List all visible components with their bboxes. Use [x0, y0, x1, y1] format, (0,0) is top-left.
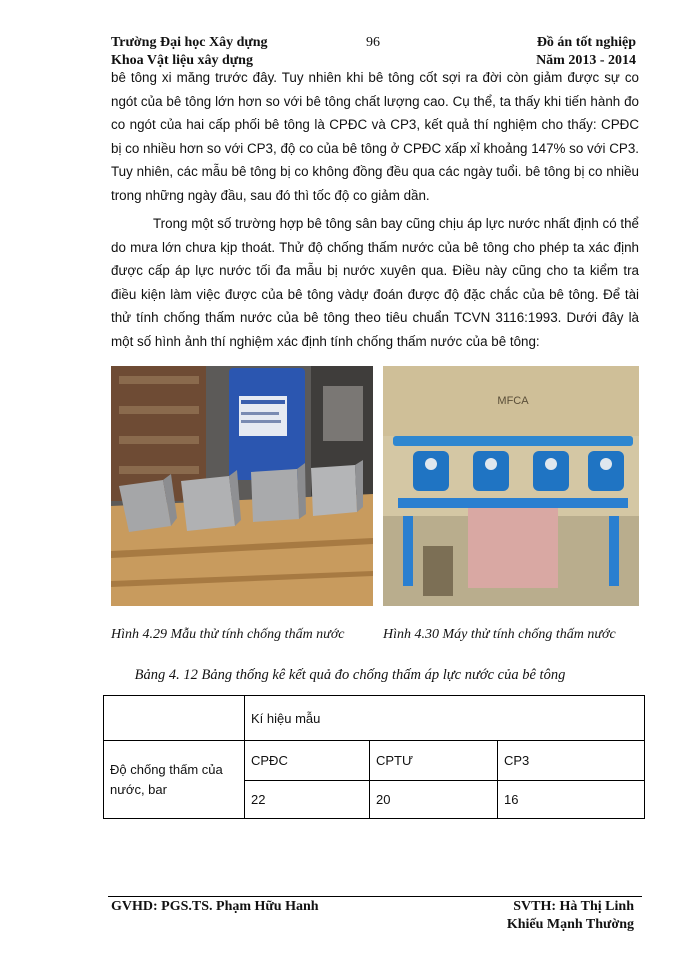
table-group-header: Kí hiệu mẫu: [245, 696, 645, 741]
table-value-cptu: 20: [370, 781, 498, 819]
footer-supervisor: GVHD: PGS.TS. Phạm Hữu Hanh: [111, 899, 319, 914]
table-row-label: Độ chống thấm của nước, bar: [104, 741, 245, 819]
table-value-cpdc: 22: [245, 781, 370, 819]
photo-concrete-samples: [111, 366, 373, 606]
results-table: [103, 695, 645, 819]
figure-caption-4-29: Hình 4.29 Mẫu thử tính chống thấm nước: [111, 627, 345, 642]
body-paragraph-2: Trong một số trường hợp bê tông sân bay cũng chịu áp lực nước nhất định có thể do mưa lớn chưa kịp thoát. Thử độ chống thấm nước của bê tông cho phép ta xác định được cấp áp lực nước tối đa mẫu bị nước xuyên qua. Điều này cũng cho ta kiểm tra điều kiện làm việc được của bê tông vàdự đoán được độ đặc chắc của bê tông. Để tài thử tính chống thấm nước của bê tông theo tiêu chuẩn TCVN 3116:1993. Dưới đây là một số hình ảnh thí nghiệm xác định tính chống thấm nước của bê tông:: [111, 216, 639, 349]
page-number: 96: [366, 35, 380, 50]
table-header-cp3: CP3: [498, 741, 645, 781]
body-paragraph-1: bê tông xi măng trước đây. Tuy nhiên khi bê tông cốt sợi ra đời còn giảm được sự co ngót của bê tông lớn hơn so với bê tông chất lượng cao. Cụ thể, ta thấy khi tiến hành đo co ngót của hai cấp phối bê tông là CPĐC và CP3, kết quả thí nghiệm cho thấy: CPĐC bị co nhiều hơn so với CP3, độ co của bê tông ở CPĐC xấp xỉ khoảng 147% so với CP3. Tuy nhiên, các mẫu bê tông bị co không đồng đều qua các ngày tuổi. bê tông bị co nhiều trong những ngày đầu, sau đó thì tốc độ co giảm dần.: [111, 70, 639, 203]
footer-student-1: SVTH: Hà Thị Linh: [513, 899, 634, 914]
header-doc-type: Đồ án tốt nghiệp: [536, 35, 636, 50]
footer-student-2: Khiếu Mạnh Thường: [506, 917, 634, 932]
table-header-cpdc: CPĐC: [245, 741, 370, 781]
concrete-samples-illustration: [111, 366, 373, 606]
footer-divider: [108, 896, 642, 897]
photo-permeability-machine: [383, 366, 639, 606]
table-caption: Bảng 4. 12 Bảng thống kê kết quả đo chống thấm áp lực nước của bê tông: [134, 667, 566, 683]
table-empty-corner: [104, 696, 245, 741]
table-header-cptu: CPTƯ: [370, 741, 498, 781]
machine-label: MFCA: [497, 395, 529, 407]
header-faculty: Khoa Vật liệu xây dựng: [111, 53, 253, 68]
header-year: Năm 2013 - 2014: [536, 53, 636, 68]
table-value-cp3: 16: [498, 781, 645, 819]
permeability-machine-illustration: [383, 366, 639, 606]
header-school: Trường Đại học Xây dựng: [111, 35, 268, 50]
figure-caption-4-30: Hình 4.30 Máy thử tính chống thấm nước: [383, 627, 616, 642]
